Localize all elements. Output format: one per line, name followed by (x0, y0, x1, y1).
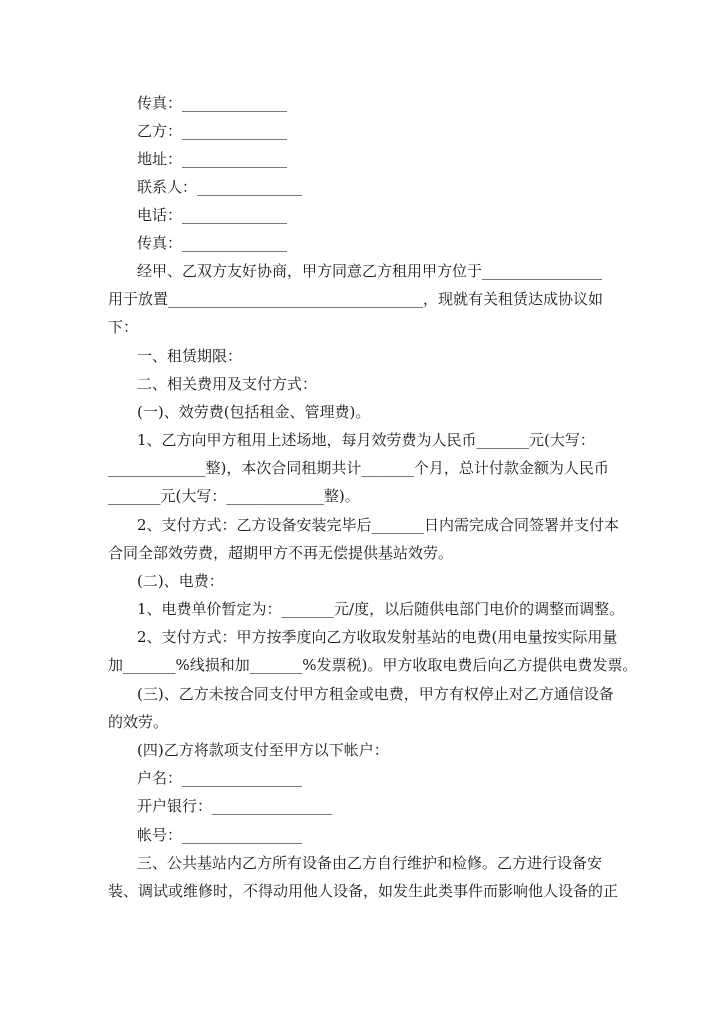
paragraph-line: 的效劳。 (108, 713, 169, 731)
paragraph-line: (三)、乙方未按合同支付甲方租金或电费，甲方有权停止对乙方通信设备 (137, 685, 614, 703)
section-heading: 三、公共基站内乙方所有设备由乙方自行维护和检修。乙方进行设备安 (137, 854, 603, 872)
contact-line: 联系人：______________ (137, 178, 303, 196)
paragraph-line: 1、电费单价暂定为：_______元/度，以后随供电部门电价的调整而调整。 (137, 600, 625, 618)
paragraph-line: 下： (108, 318, 139, 336)
paragraph-line: 合同全部效劳费，超期甲方不再无偿提供基站效劳。 (108, 544, 454, 562)
section-heading: 二、相关费用及支付方式： (137, 375, 318, 393)
account-number-line: 帐号：________________ (137, 826, 303, 844)
paragraph-line: _______元(大写：_____________整)。 (108, 487, 360, 505)
paragraph-line: 2、支付方式：乙方设备安装完毕后_______日内需完成合同签署并支付本 (137, 516, 620, 534)
paragraph-line: _____________整)，本次合同租期共计_______个月，总计付款金额为人民币 (108, 459, 609, 477)
account-name-line: 户名：________________ (137, 769, 303, 787)
party-b-line: 乙方：______________ (137, 122, 288, 140)
paragraph-line: 加_______%线损和加_______%发票税)。甲方收取电费后向乙方提供电费发票。 (108, 656, 638, 674)
paragraph-line: 用于放置__________________________________，现就有关租赁达成协议如 (108, 290, 604, 308)
paragraph-line: 经甲、乙双方友好协商，甲方同意乙方租用甲方位于________________ (137, 262, 603, 280)
subsection-heading: (二)、电费： (137, 572, 224, 590)
paragraph-line: 2、支付方式：甲方按季度向乙方收取发射基站的电费(用电量按实际用量 (137, 628, 618, 646)
subsection-heading: (四)乙方将款项支付至甲方以下帐户： (137, 741, 389, 759)
paragraph-line: 1、乙方向甲方租用上述场地，每月效劳费为人民币_______元(大写： (137, 431, 595, 449)
fax-line-2: 传真：______________ (137, 234, 288, 252)
section-heading: 一、租赁期限： (137, 347, 243, 365)
paragraph-line: 装、调试或维修时，不得动用他人设备，如发生此类事件而影响他人设备的正 (108, 882, 619, 900)
bank-line: 开户银行：________________ (137, 797, 333, 815)
address-line: 地址：______________ (137, 150, 288, 168)
fax-line-1: 传真：______________ (137, 94, 288, 112)
subsection-heading: (一)、效劳费(包括租金、管理费)。 (137, 403, 371, 421)
phone-line: 电话：______________ (137, 206, 288, 224)
